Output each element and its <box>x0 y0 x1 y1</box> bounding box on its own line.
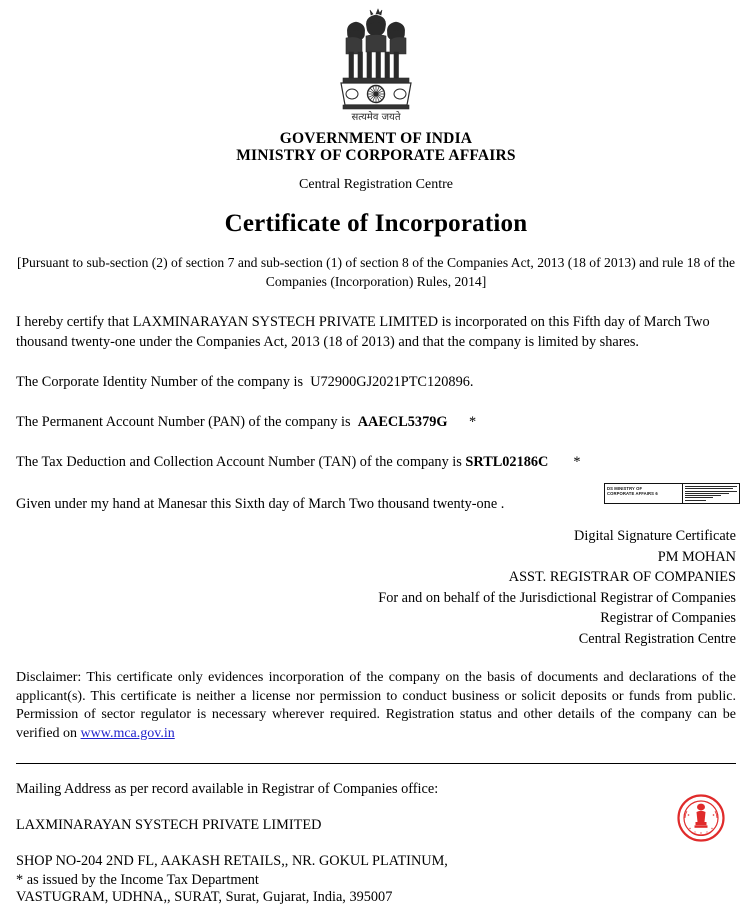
cin-value: U72900GJ2021PTC120896. <box>310 374 474 390</box>
tan-line <box>12 453 740 472</box>
signature-block <box>12 526 740 649</box>
certification-paragraph: I hereby certify that LAXMINARAYAN SYSTECH PRIVATE LIMITED is incorporated on this Fifth day of March Two thousand twenty-one under the Companies Act, 2013 (18 of 2013) and that the company is limited by shares. <box>16 314 710 350</box>
pan-label: The Permanent Account Number (PAN) of the company is <box>16 414 358 430</box>
pan-asterisk: * <box>468 414 477 430</box>
tan-label: The Tax Deduction and Collection Account Number (TAN) of the company is <box>16 454 466 470</box>
cin-label: The Corporate Identity Number of the company is <box>16 374 311 390</box>
given-under-hand-line: Given under my hand at Manesar this Sixth day of March Two thousand twenty-one . <box>16 496 505 512</box>
mca-website-link[interactable]: www.mca.gov.in <box>80 725 175 741</box>
registrar-of-companies-line: Registrar of Companies <box>600 610 736 626</box>
cin-line <box>12 373 740 392</box>
disclaimer-paragraph <box>12 669 740 743</box>
central-registration-centre-subheading: Central Registration Centre <box>299 177 453 192</box>
dsc-stamp-label-line1: DS MINISTRY OF <box>607 486 643 491</box>
tan-value: SRTL02186C <box>465 454 549 470</box>
signature-office-line: Central Registration Centre <box>578 630 736 647</box>
dsc-stamp-detail-lines <box>683 484 739 503</box>
disclaimer-text: Disclaimer: This certificate only evidences incorporation of the company on the basis of documents and declarations of the applicant(s). This certificate is neither a license nor permission to conduct business or solicit deposits or funds from public. Permission of sector regulator is necessary wherever required. Registration status and other details of the company can be verified on <box>16 670 736 741</box>
tan-asterisk: * <box>573 454 581 470</box>
state-emblem-of-india-icon <box>333 8 419 126</box>
mailing-address-line-1: LAXMINARAYAN SYSTECH PRIVATE LIMITED <box>16 817 322 833</box>
signature-line-dsc: Digital Signature Certificate <box>574 528 736 544</box>
pan-value: AAECL5379G <box>357 414 448 430</box>
section-divider <box>16 763 736 764</box>
mailing-address-line-2: SHOP NO-204 2ND FL, AAKASH RETAILS,, NR. GOKUL PLATINUM, <box>16 853 448 869</box>
digital-signature-stamp-box <box>604 483 740 504</box>
emblem-container <box>12 0 740 131</box>
pan-line <box>12 413 740 432</box>
mailing-address-heading: Mailing Address as per record available in Registrar of Companies office: <box>16 781 439 797</box>
signature-on-behalf-line: For and on behalf of the Jurisdictional Registrar of Companies <box>378 589 736 606</box>
page-title: Certificate of Incorporation <box>224 210 528 237</box>
dsc-stamp-label-line2: CORPORATE AFFAIRS 6 <box>607 491 658 497</box>
statutory-citation: [Pursuant to sub-section (2) of section 7 and sub-section (1) of section 8 of the Companies Act, 2013 (18 of 2013) and rule 18 of the Companies (Incorporation) Rules, 2014] <box>16 255 736 289</box>
signatory-designation: ASST. REGISTRAR OF COMPANIES <box>508 569 736 585</box>
registrar-seal-icon <box>676 793 726 843</box>
mailing-address-line-3: VASTUGRAM, UDHNA,, SURAT, Surat, Gujarat, India, 395007 <box>16 889 393 905</box>
government-of-india-heading: GOVERNMENT OF INDIA <box>279 130 473 147</box>
signatory-name: PM MOHAN <box>657 548 736 565</box>
dsc-stamp-label <box>605 484 683 503</box>
ministry-heading: MINISTRY OF CORPORATE AFFAIRS <box>236 146 516 164</box>
income-tax-footnote: * as issued by the Income Tax Department <box>16 872 259 888</box>
svg-text:सत्यमेव जयते: सत्यमेव जयते <box>351 112 401 123</box>
